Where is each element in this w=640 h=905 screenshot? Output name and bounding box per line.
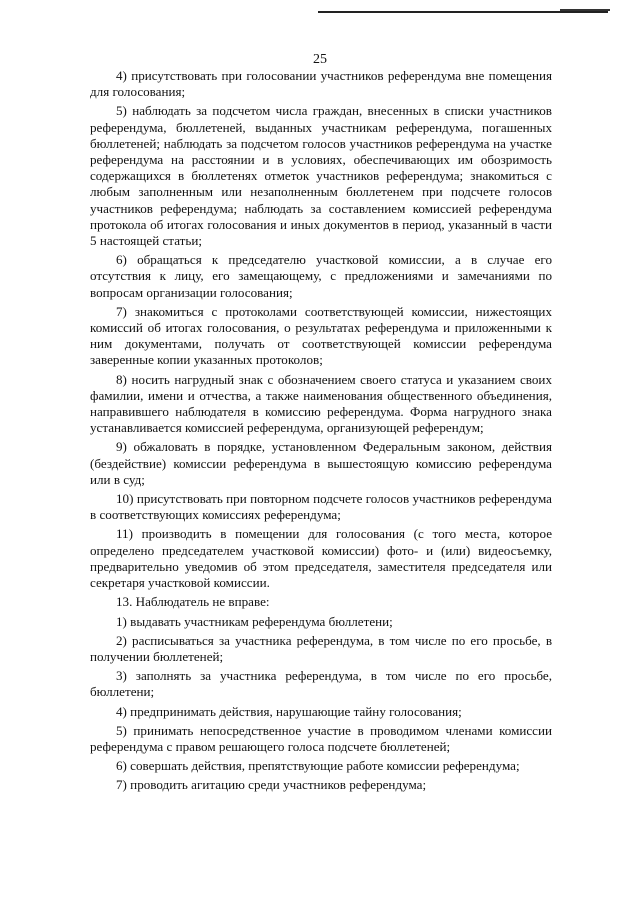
paragraph: 4) предпринимать действия, нарушающие тайну голосования; bbox=[116, 703, 462, 719]
paragraph: 7) знакомиться с протоколами соответствующей комиссии, нижестоящих комиссий об итогах голосования, о результатах референдума и приложенными к ним документами, получать от соответствующей комиссии референдума заверенные копии указанных протоколов; bbox=[90, 303, 552, 368]
paragraph: 8) носить нагрудный знак с обозначением своего статуса и указанием своих фамилии, имени и отчества, а также наименования общественного объединения, направившего наблюдателя в комиссию референдума. Форма нагрудного знака устанавливается комиссией референдума, организующей референдум; bbox=[90, 371, 552, 436]
paragraph: 13. Наблюдатель не вправе: bbox=[116, 594, 270, 610]
paragraph: 11) производить в помещении для голосования (с того места, которое определено председателем участковой комиссии) фото- и (или) видеосъемку, предварительно уведомив об этом председателя, заместителя председателя или секретаря участковой комиссии. bbox=[90, 526, 552, 591]
paragraph: 5) принимать непосредственное участие в проводимом членами комиссии референдума с правом решающего голоса подсчете бюллетеней; bbox=[90, 722, 552, 754]
paragraph: 3) заполнять за участника референдума, в том числе по его просьбе, бюллетени; bbox=[90, 668, 552, 700]
document-body bbox=[90, 68, 552, 797]
scan-artifact-line bbox=[318, 11, 608, 13]
paragraph: 7) проводить агитацию среди участников референдума; bbox=[116, 777, 427, 793]
paragraph: 9) обжаловать в порядке, установленном Федеральным законом, действия (бездействие) комиссии референдума в вышестоящую комиссию референдума или в суд; bbox=[90, 439, 552, 487]
paragraph: 1) выдавать участникам референдума бюллетени; bbox=[116, 613, 393, 629]
paragraph: 2) расписываться за участника референдума, в том числе по его просьбе, в получении бюллетеней; bbox=[90, 632, 552, 664]
paragraph: 6) совершать действия, препятствующие работе комиссии референдума; bbox=[116, 758, 520, 774]
paragraph: 6) обращаться к председателю участковой комиссии, а в случае его отсутствия к лицу, его замещающему, с предложениями и замечаниями по вопросам организации голосования; bbox=[90, 252, 552, 300]
paragraph: 5) наблюдать за подсчетом числа граждан, внесенных в списки участников референдума, бюллетеней, выданных участникам референдума, погашенных бюллетеней; наблюдать за подсчетом голосов участников референдума на участке референдума на расстоянии и в условиях, обеспечивающих им обозримость содержащихся в бюллетенях отметок участников референдума; знакомиться с любым заполненным или незаполненным бюллетенем при подсчете голосов участников референдума; наблюдать за составлением комиссией референдума протокола об итогах голосования и иных документов в период, указанный в части 5 настоящей статьи; bbox=[90, 103, 552, 249]
paragraph: 10) присутствовать при повторном подсчете голосов участников референдума в соответствующих комиссиях референдума; bbox=[90, 491, 552, 523]
scan-artifact-line bbox=[560, 9, 610, 11]
paragraph: 4) присутствовать при голосовании участников референдума вне помещения для голосования; bbox=[90, 68, 552, 100]
page-number: 25 bbox=[313, 52, 327, 67]
